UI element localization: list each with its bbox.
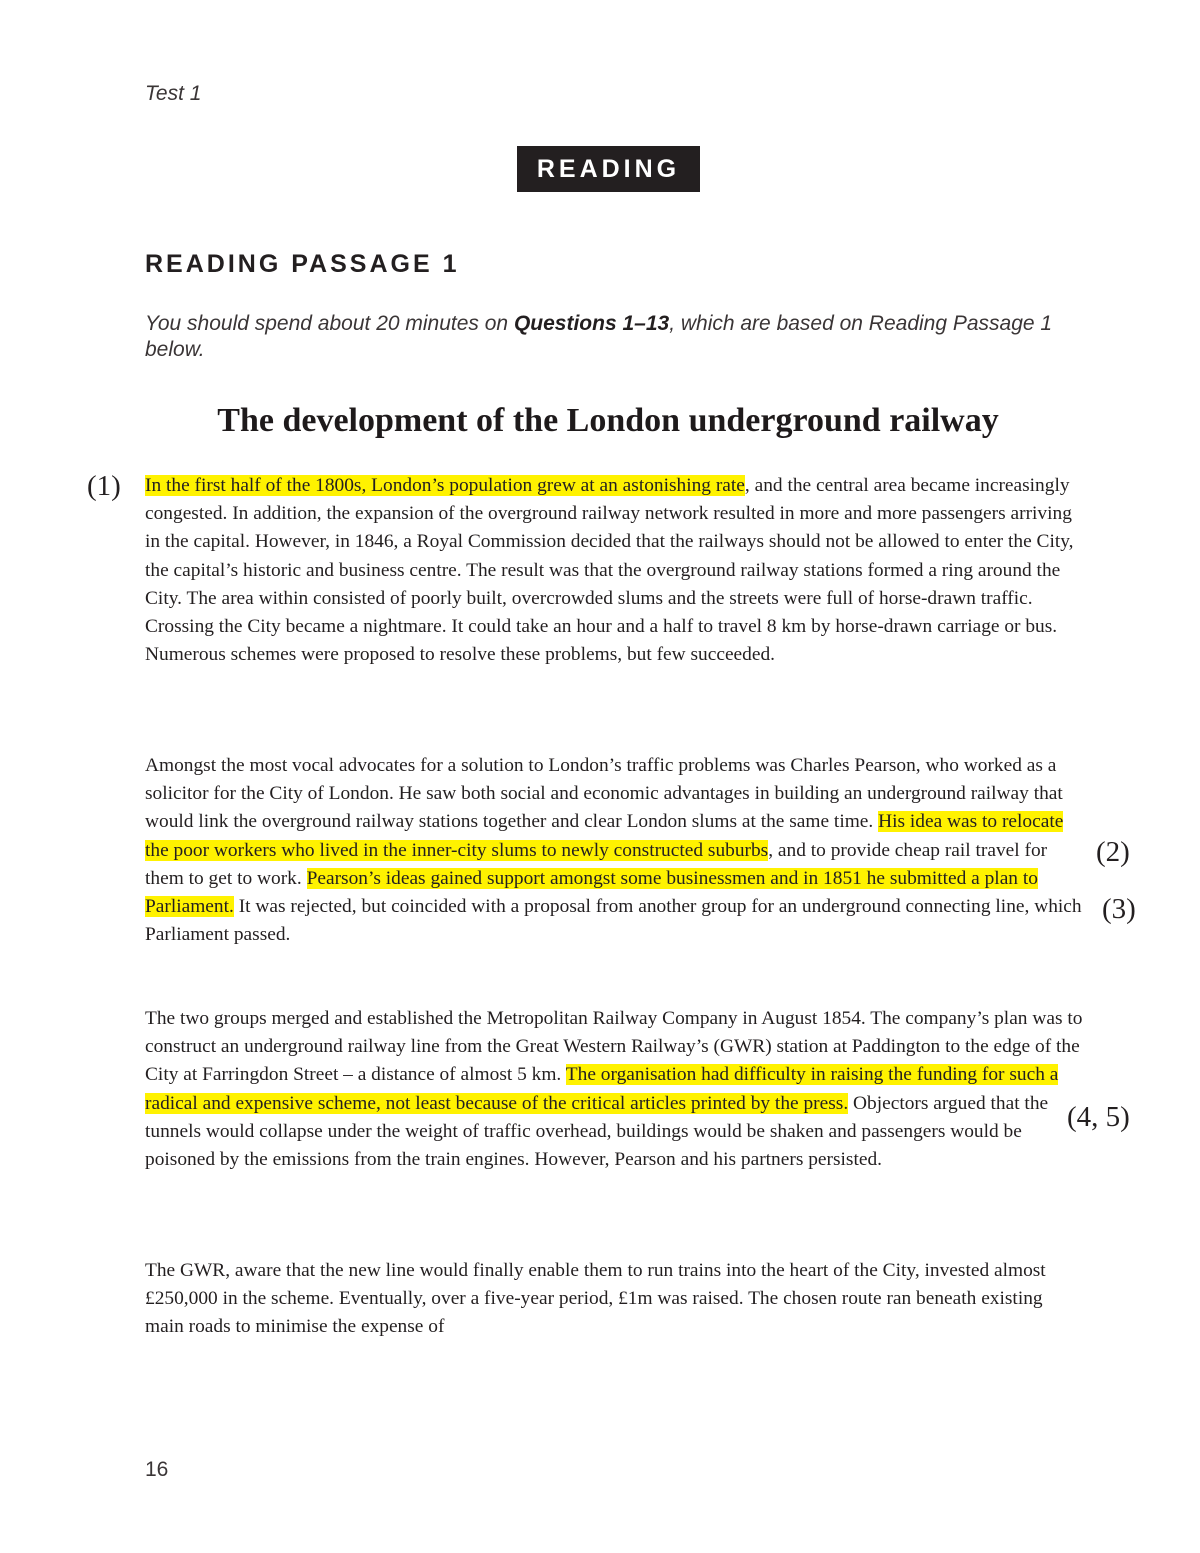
highlight-2: His idea was to relocate the poor workers who lived in the inner-city slums to newly constructed suburbs xyxy=(145,811,1064,861)
paragraph-4 xyxy=(145,1257,1085,1342)
annotation-4-5: (4, 5) xyxy=(1067,1101,1130,1133)
paragraph-3 xyxy=(145,1005,1085,1174)
annotation-1: (1) xyxy=(87,470,121,502)
instruction-post: , which are based on Reading Passage 1 below. xyxy=(145,312,1053,361)
passage-title: The development of the London underground railway xyxy=(217,402,999,439)
highlight-4: The organisation had difficulty in raising the funding for such a radical and expensive scheme, not least because of the critical articles printed by the press. xyxy=(145,1064,1059,1114)
instruction-text xyxy=(145,311,1065,363)
paragraph-2-text-2: , and to provide cheap rail travel for them to get to work. xyxy=(145,839,1048,889)
paragraph-1 xyxy=(145,472,1085,669)
annotation-2: (2) xyxy=(1096,836,1130,868)
instruction-pre: You should spend about 20 minutes on xyxy=(145,312,514,335)
paragraph-2 xyxy=(145,752,1085,949)
instruction-questions: Questions 1–13 xyxy=(513,312,670,335)
highlight-3: Pearson’s ideas gained support amongst some businessmen and in 1851 he submitted a plan to Parliament. xyxy=(145,867,1038,918)
annotation-3: (3) xyxy=(1102,893,1136,925)
paragraph-4-text: The GWR, aware that the new line would finally enable them to run trains into the heart of the City, invested almost £250,000 in the scheme. Eventually, over a five-year period, £1m was raised. The chosen route ran beneath existing main roads to minimise the expense of xyxy=(145,1260,1046,1338)
passage-heading: READING PASSAGE 1 xyxy=(145,250,460,278)
page-number: 16 xyxy=(145,1458,169,1481)
section-title-box: READING xyxy=(517,146,700,192)
paragraph-3-text-1: The two groups merged and established the Metropolitan Railway Company in August 1854. The company’s plan was to construct an underground railway line from the Great Western Railway’s (GWR) station at Paddington to the edge of the City at Farringdon Street – a distance of almost 5 km. xyxy=(145,1008,1083,1086)
paragraph-3-text-2: Objectors argued that the tunnels would collapse under the weight of traffic overhead, buildings would be shaken and passengers would be poisoned by the emissions from the train engines. However, Pearson and his partners persisted. xyxy=(145,1092,1049,1171)
paragraph-1-text: , and the central area became increasingly congested. In addition, the expansion of the overground railway network resulted in more and more passengers arriving in the capital. However, in 1846, a Royal Commission decided that the railways should not be allowed to enter the City, the capital’s historic and business centre. The result was that the overground railway stations formed a ring around the City. The area within consisted of poorly built, overcrowded slums and the streets were full of horse-drawn traffic. Crossing the City became a nightmare. It could take an hour and a half to travel 8 km by horse-drawn carriage or bus. Numerous schemes were proposed to resolve these problems, but few succeeded. xyxy=(145,475,1074,666)
highlight-1: In the first half of the 1800s, London’s population grew at an astonishing rate xyxy=(145,475,745,496)
paragraph-2-text-3: It was rejected, but coincided with a proposal from another group for an underground connecting line, which Parliament passed. xyxy=(145,896,1082,946)
running-header: Test 1 xyxy=(145,82,202,105)
paragraph-2-text-1: Amongst the most vocal advocates for a solution to London’s traffic problems was Charles Pearson, who worked as a solicitor for the City of London. He saw both social and economic advantages in building an underground railway that would link the overground railway stations together and clear London slums at the same time. xyxy=(145,755,1063,833)
